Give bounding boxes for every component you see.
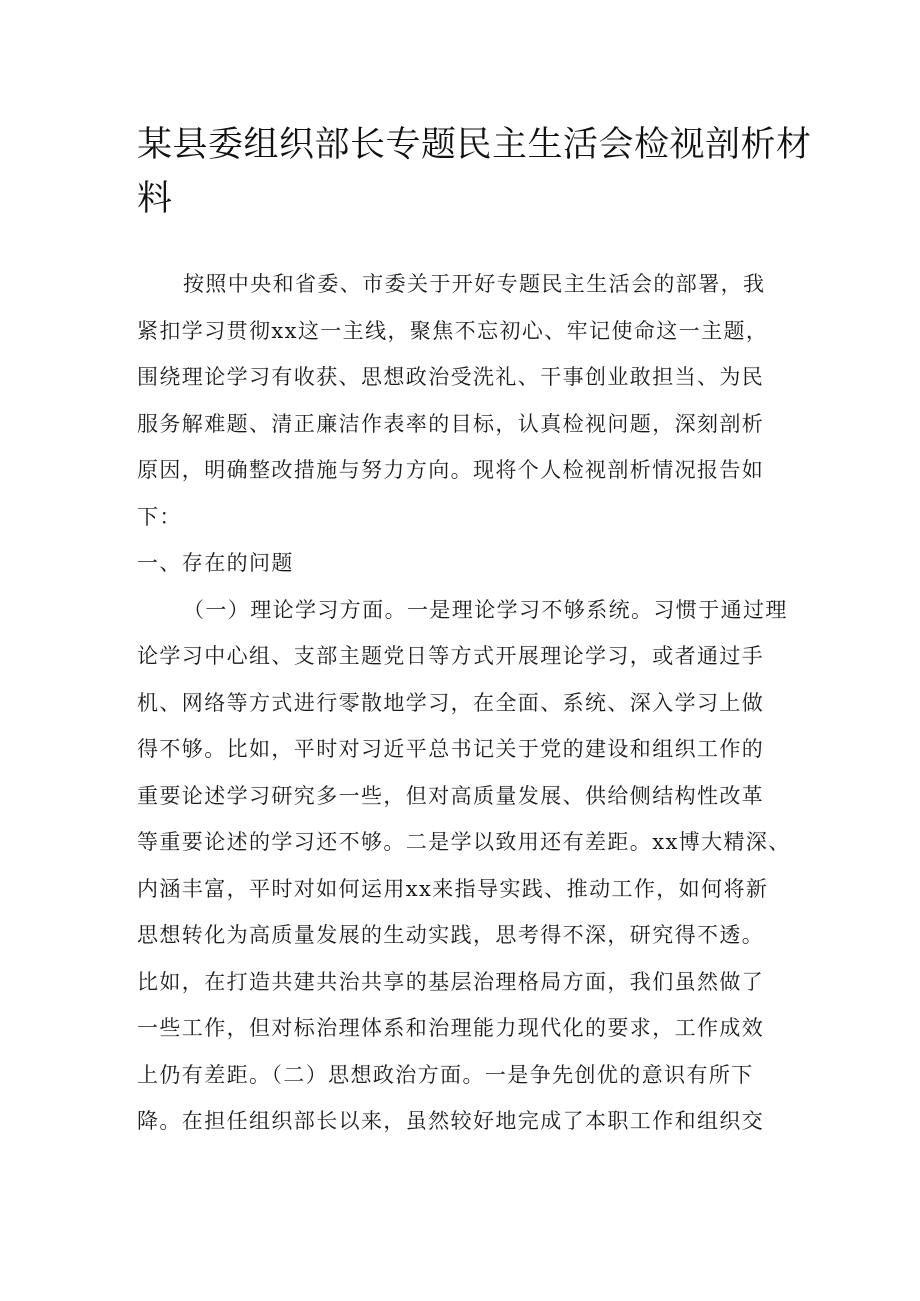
paragraph-line: 原因，明确整改措施与努力方向。现将个人检视剖析情况报告如 [137, 458, 765, 482]
paragraph-line: 降。在担任组织部长以来，虽然较好地完成了本职工作和组织交 [137, 1109, 765, 1133]
paragraph-line: 下： [137, 504, 182, 529]
paragraph-line: （一）理论学习方面。一是理论学习不够系统。习惯于通过理 [183, 597, 788, 622]
paragraph-line: 等重要论述的学习还不够。二是学以致用还有差距。xx博大精深、 [137, 830, 791, 854]
paragraph-line: 服务解难题、清正廉洁作表率的目标，认真检视问题，深刻剖析 [137, 411, 765, 436]
paragraph-line: 按照中央和省委、市委关于开好专题民主生活会的部署，我 [183, 272, 766, 296]
paragraph-line: 围绕理论学习有收获、思想政治受洗礼、干事创业敢担当、为民 [137, 365, 765, 389]
paragraph-line: 得不够。比如，平时对习近平总书记关于党的建设和组织工作的 [137, 737, 765, 761]
paragraph-line: 内涵丰富，平时对如何运用xx来指导实践、推动工作，如何将新 [137, 876, 769, 901]
paragraph-line: 紧扣学习贯彻xx这一主线，聚焦不忘初心、牢记使命这一主题， [137, 318, 769, 343]
paragraph-line: 上仍有差距。（二）思想政治方面。一是争先创优的意识有所下 [137, 1062, 754, 1087]
document-body [137, 261, 797, 1145]
section-heading: 一、存在的问题 [137, 551, 294, 575]
paragraph-line: 比如，在打造共建共治共享的基层治理格局方面，我们虽然做了 [137, 969, 765, 994]
document-title: 某县委组织部长专题民主生活会检视剖析材料 [137, 125, 812, 219]
paragraph-line: 一些工作，但对标治理体系和治理能力现代化的要求，工作成效 [137, 1016, 765, 1040]
paragraph-line: 论学习中心组、支部主题党日等方式开展理论学习，或者通过手 [137, 644, 765, 668]
paragraph-line: 重要论述学习研究多一些，但对高质量发展、供给侧结构性改革 [137, 783, 765, 808]
paragraph-line: 机、网络等方式进行零散地学习，在全面、系统、深入学习上做 [137, 690, 765, 715]
paragraph-line: 思想转化为高质量发展的生动实践，思考得不深，研究得不透。 [137, 923, 765, 947]
